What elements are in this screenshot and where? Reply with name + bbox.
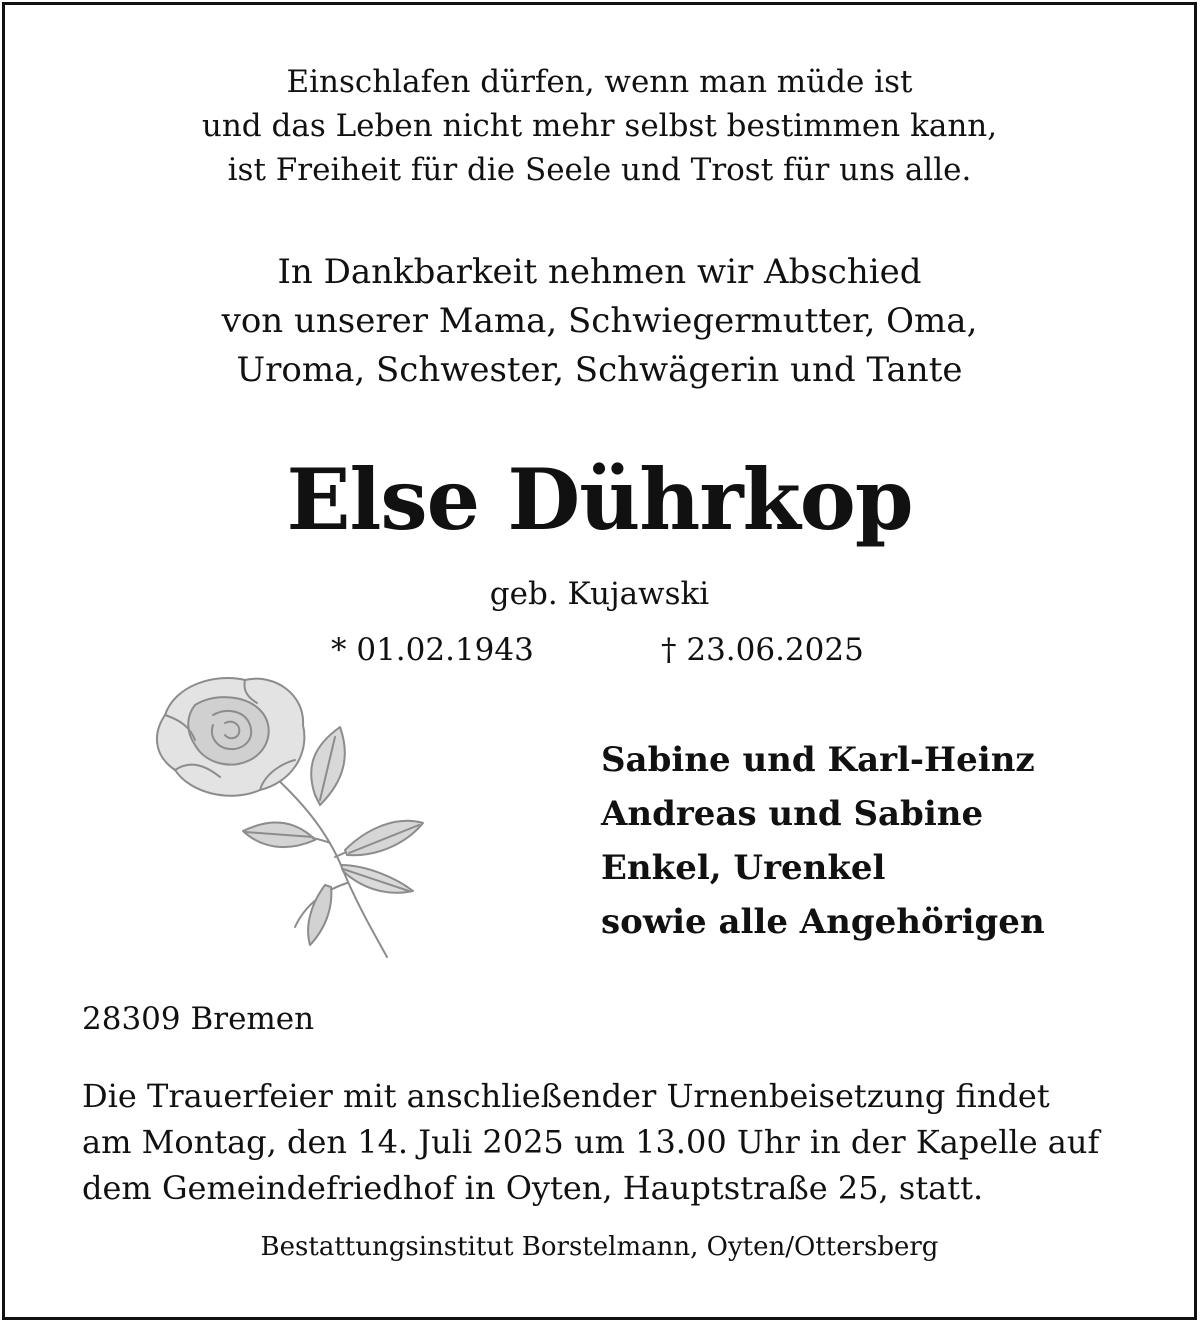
poem-line: und das Leben nicht mehr selbst bestimmen kann, bbox=[201, 108, 998, 144]
intro-line: Uroma, Schwester, Schwägerin und Tante bbox=[236, 350, 963, 390]
ceremony-line: Die Trauerfeier mit anschließender Urnenbeisetzung findet bbox=[82, 1077, 1050, 1115]
obituary-frame bbox=[2, 2, 1197, 1320]
intro-line: von unserer Mama, Schwiegermutter, Oma, bbox=[221, 301, 978, 341]
intro-line: In Dankbarkeit nehmen wir Abschied bbox=[277, 252, 922, 292]
mourner-line: Sabine und Karl-Heinz bbox=[601, 740, 1035, 780]
poem bbox=[5, 60, 1194, 192]
location: 28309 Bremen bbox=[82, 1001, 315, 1037]
mourners-list bbox=[601, 733, 1045, 949]
deceased-name: Else Dührkop bbox=[286, 450, 913, 549]
mourner-line: sowie alle Angehörigen bbox=[601, 902, 1045, 942]
death-date: † 23.06.2025 bbox=[661, 632, 864, 668]
poem-line: ist Freiheit für die Seele und Trost für uns alle. bbox=[227, 152, 972, 188]
undertaker: Bestattungsinstitut Borstelmann, Oyten/Ottersberg bbox=[260, 1232, 939, 1262]
ceremony-details bbox=[82, 1073, 1142, 1211]
ceremony-line: am Montag, den 14. Juli 2025 um 13.00 Uhr in der Kapelle auf bbox=[82, 1123, 1100, 1161]
ceremony-line: dem Gemeindefriedhof in Oyten, Hauptstraße 25, statt. bbox=[82, 1169, 984, 1207]
poem-line: Einschlafen dürfen, wenn man müde ist bbox=[286, 64, 913, 100]
mourner-line: Enkel, Urenkel bbox=[601, 848, 886, 888]
birth-date: * 01.02.1943 bbox=[331, 632, 534, 668]
mourner-line: Andreas und Sabine bbox=[601, 794, 984, 834]
rose-icon bbox=[135, 665, 435, 965]
maiden-name: geb. Kujawski bbox=[489, 576, 710, 612]
farewell-intro bbox=[5, 248, 1194, 395]
